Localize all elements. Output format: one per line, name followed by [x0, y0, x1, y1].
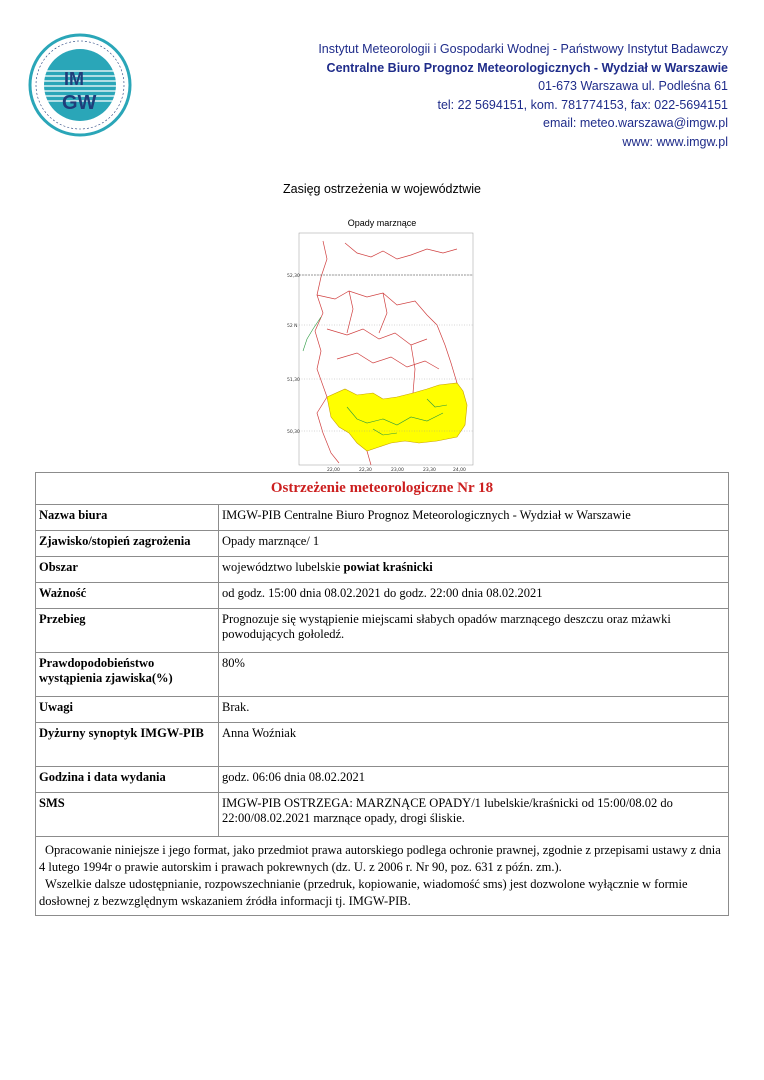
row-value: Opady marznące/ 1	[219, 531, 729, 557]
lon-label: 22,00	[327, 468, 340, 473]
lon-label: 23,30	[423, 468, 436, 473]
office-name: Centralne Biuro Prognoz Meteorologicznych - Wydział w Warszawie	[326, 60, 728, 75]
lat-label: 52,30	[287, 274, 300, 279]
row-label: Godzina i data wydania	[36, 767, 219, 793]
lon-label: 22,30	[359, 468, 372, 473]
map-title: Opady marznące	[347, 218, 417, 228]
row-value: 80%	[219, 653, 729, 697]
phone: tel: 22 5694151, kom. 781774153, fax: 022-5694151	[437, 97, 728, 112]
lat-label: 50,30	[287, 430, 300, 435]
address: 01-673 Warszawa ul. Podleśna 61	[538, 79, 728, 93]
copyright-text-2: Wszelkie dalsze udostępnianie, rozpowszechnianie (przedruk, kopiowanie, wiadomość sms) jest dozwolone wyłącznie w formie dosłownej z bezwzględnym wskazaniem źródła informacji tj. IMGW-PIB.	[39, 877, 688, 908]
row-value: Brak.	[219, 697, 729, 723]
table-row	[36, 583, 729, 609]
svg-text:GW: GW	[62, 92, 97, 114]
warning-map	[287, 229, 477, 473]
warning-table	[35, 472, 729, 916]
table-row	[36, 767, 729, 793]
row-label: Obszar	[36, 557, 219, 583]
website[interactable]: www: www.imgw.pl	[622, 134, 728, 149]
table-row	[36, 557, 729, 583]
row-label: Dyżurny synoptyk IMGW-PIB	[36, 723, 219, 767]
row-label: SMS	[36, 793, 219, 837]
table-row	[36, 653, 729, 697]
row-label: Prawdopodobieństwo wystąpienia zjawiska(%)	[36, 653, 219, 697]
table-row	[36, 505, 729, 531]
row-value: godz. 06:06 dnia 08.02.2021	[219, 767, 729, 793]
row-value	[219, 557, 729, 583]
row-value: Prognozuje się wystąpienie miejscami słabych opadów marznącego deszczu oraz mżawki powodujących gołoledź.	[219, 609, 729, 653]
table-row	[36, 697, 729, 723]
lon-label: 24,00	[453, 468, 466, 473]
row-label: Nazwa biura	[36, 505, 219, 531]
row-value: IMGW-PIB Centralne Biuro Prognoz Meteorologicznych - Wydział w Warszawie	[219, 505, 729, 531]
row-label: Zjawisko/stopień zagrożenia	[36, 531, 219, 557]
range-title: Zasięg ostrzeżenia w województwie	[282, 182, 481, 196]
institute-name: Instytut Meteorologii i Gospodarki Wodnej - Państwowy Instytut Badawczy	[318, 42, 728, 56]
institute-header	[318, 40, 728, 151]
table-row	[36, 609, 729, 653]
row-value: od godz. 15:00 dnia 08.02.2021 do godz. 22:00 dnia 08.02.2021	[219, 583, 729, 609]
area-prefix: województwo lubelskie	[222, 560, 344, 574]
row-label: Ważność	[36, 583, 219, 609]
email[interactable]: email: meteo.warszawa@imgw.pl	[543, 116, 728, 130]
lon-label: 23,00	[391, 468, 404, 473]
table-row	[36, 793, 729, 837]
area-district: powiat kraśnicki	[343, 560, 433, 574]
imgw-logo	[28, 33, 132, 137]
warning-title: Ostrzeżenie meteorologiczne Nr 18	[36, 473, 729, 505]
svg-text:IM: IM	[64, 69, 84, 89]
row-label: Uwagi	[36, 697, 219, 723]
lat-label: 52 N	[287, 324, 298, 329]
row-value: IMGW-PIB OSTRZEGA: MARZNĄCE OPADY/1 lubelskie/kraśnicki od 15:00/08.02 do 22:00/08.02.2021 marznące opady, drogi śliskie.	[219, 793, 729, 837]
copyright-text-1: Opracowanie niniejsze i jego format, jako przedmiot prawa autorskiego podlega ochronie prawnej, zgodnie z przepisami ustawy z dnia 4 lutego 1994r o prawie autorskim i prawach pokrewnych (dz. U. z 2006 r. Nr 90, poz. 631 z późn. zm.).	[39, 843, 721, 874]
table-row	[36, 531, 729, 557]
copyright-notice	[36, 837, 729, 916]
table-row	[36, 723, 729, 767]
row-label: Przebieg	[36, 609, 219, 653]
lat-label: 51,30	[287, 378, 300, 383]
row-value: Anna Woźniak	[219, 723, 729, 767]
